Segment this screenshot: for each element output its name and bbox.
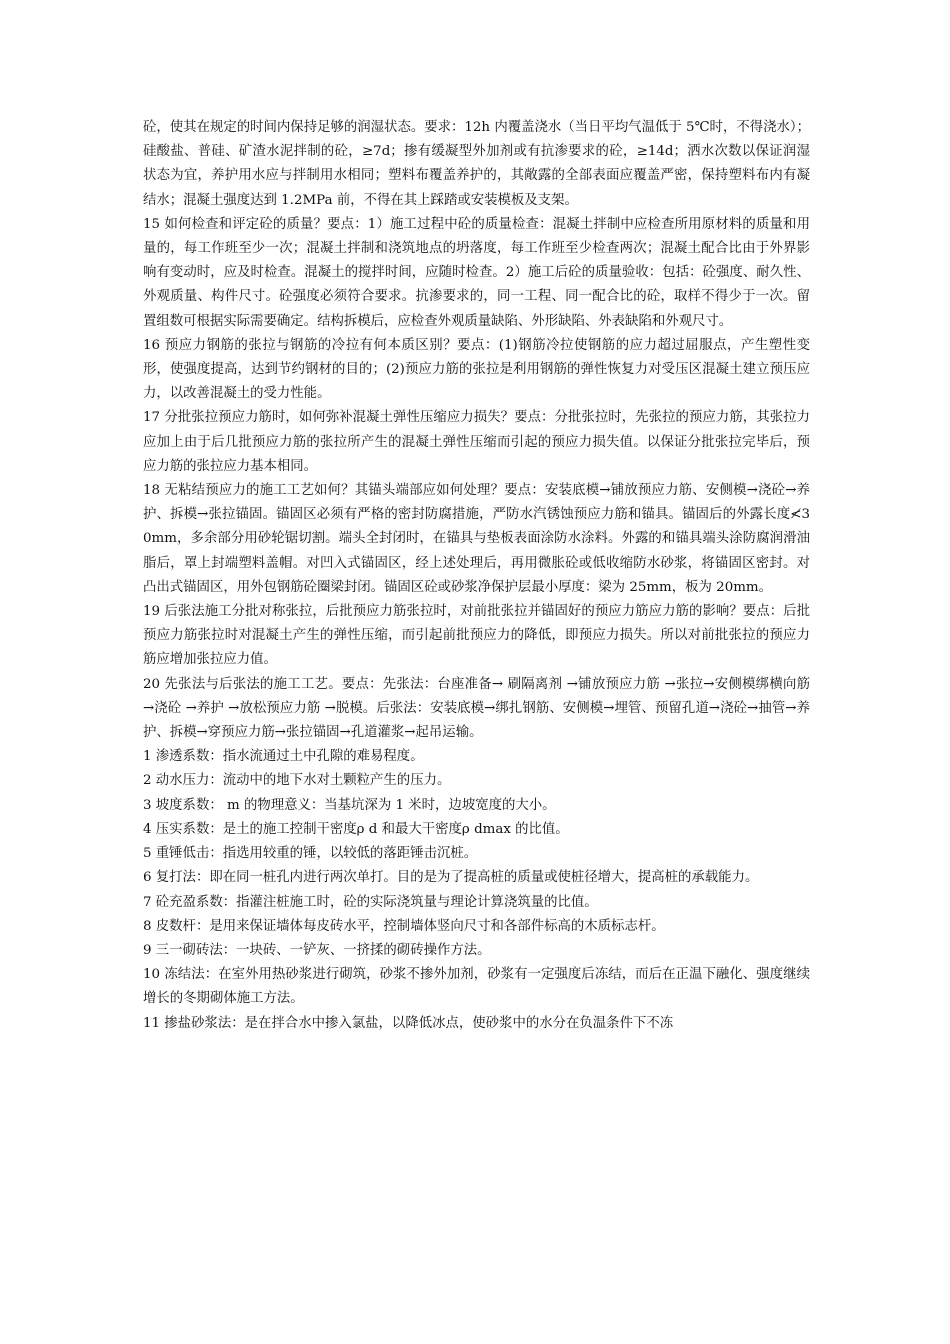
paragraph-q17-batch-tensioning: 17 分批张拉预应力筋时，如何弥补混凝土弹性压缩应力损失？要点：分批张拉时，先张拉的预应力筋，其张拉力应加上由于后几批预应力筋的张拉所产生的混凝土弹性压缩而引起的预应力损失值。以保证分批张拉完毕后，预应力筋的张拉应力基本相同。 xyxy=(143,410,810,474)
definition-freezing-method: 10 冻结法：在室外用热砂浆进行砌筑，砂浆不掺外加剂，砂浆有一定强度后冻结，而后在正温下融化、强度继续增长的冬期砌体施工方法。 xyxy=(143,967,810,1007)
definition-three-one-bricklaying: 9 三一砌砖法：一块砖、一铲灰、一挤揉的砌砖操作方法。 xyxy=(143,942,491,958)
paragraph-curing-continued: 砼，使其在规定的时间内保持足够的润湿状态。要求：12h 内覆盖浇水（当日平均气温低于 5℃时，不得浇水）；硅酸盐、普硅、矿渣水泥拌制的砼，≥7d；掺有缓凝型外加剂或有抗渗要求的砼，≥14d；洒水次数以保证润湿状态为宜，养护用水应与拌制用水相同；塑料布覆盖养护的，其敞露的全部表面应覆盖严密，保持塑料布内有凝结水；混凝土强度达到 1.2MPa 前，不得在其上踩踏或安装模板及支架。 xyxy=(143,120,810,208)
definition-salt-mortar-method: 11 掺盐砂浆法：是在拌合水中掺入氯盐，以降低冰点，使砂浆中的水分在负温条件下不冻 xyxy=(143,1015,674,1031)
paragraph-q20-pretension-posttension: 20 先张法与后张法的施工工艺。要点：先张法：台座准备→ 刷隔离剂 →铺放预应力筋 →张拉→安侧模绑横向筋 →浇砼 →养护 →放松预应力筋 →脱模。后张法：安装底模→绑扎钢筋、安侧模→埋管、预留孔道→浇砼→抽管→养护、拆模→穿预应力筋→张拉锚固→孔道灌浆→起吊运输。 xyxy=(143,676,810,741)
paragraph-q15-concrete-quality: 15 如何检查和评定砼的质量？要点：1）施工过程中砼的质量检查：混凝土拌制中应检查所用原材料的质量和用量的，每工作班至少一次；混凝土拌制和浇筑地点的坍落度，每工作班至少检查两次；混凝土配合比由于外界影响有变动时，应及时检查。混凝土的搅拌时间，应随时检查。2）施工后砼的质量验收：包括：砼强度、耐久性、外观质量、构件尺寸。砼强度必须符合要求。抗渗要求的，同一工程、同一配合比的砼，取样不得少于一次。留置组数可根据实际需要确定。结构拆模后，应检查外观质量缺陷、外形缺陷、外表缺陷和外观尺寸。 xyxy=(143,216,810,329)
definition-filling-coefficient: 7 砼充盈系数：指灌注桩施工时，砼的实际浇筑量与理论计算浇筑量的比值。 xyxy=(143,894,598,910)
definition-slope-coefficient: 3 坡度系数： m 的物理意义：当基坑深为 1 米时，边坡宽度的大小。 xyxy=(143,797,556,813)
definition-story-pole: 8 皮数杆：是用来保证墙体每皮砖水平，控制墙体竖向尺寸和各部件标高的木质标志杆。 xyxy=(143,918,665,934)
paragraph-q18-unbonded-prestress: 18 无粘结预应力的施工工艺如何？其锚头端部应如何处理？要点：安装底模→铺放预应力筋、安侧模→浇砼→养护、拆模→张拉锚固。锚固区必须有严格的密封防腐措施，严防水汽锈蚀预应力筋和锚具。锚固后的外露长度≮30mm，多余部分用砂轮锯切割。端头全封闭时，在锚具与垫板表面涂防水涂料。外露的和锚具端头涂防腐润滑油脂后，罩上封端塑料盖帽。对凹入式锚固区，经上述处理后，再用微胀砼或低收缩防水砂浆，将锚固区密封。对凸出式锚固区，用外包钢筋砼圈梁封闭。锚固区砼或砂浆净保护层最小厚度：梁为 25mm，板为 20mm。 xyxy=(143,483,810,595)
definition-seepage-pressure: 2 动水压力：流动中的地下水对土颗粒产生的压力。 xyxy=(143,773,451,789)
definition-heavy-hammer-low-drop: 5 重锤低击：指选用较重的锤，以较低的落距锤击沉桩。 xyxy=(143,846,478,862)
definition-compaction-coefficient: 4 压实系数：是土的施工控制干密度ρ d 和最大干密度ρ dmax 的比值。 xyxy=(143,821,569,837)
definition-permeability-coefficient: 1 渗透系数：指水流通过土中孔隙的难易程度。 xyxy=(143,749,424,765)
paragraph-q16-prestress-vs-cold-draw: 16 预应力钢筋的张拉与钢筋的冷拉有何本质区别？要点：(1)钢筋冷拉使钢筋的应力超过屈服点，产生塑性变形，使强度提高，达到节约钢材的目的；(2)预应力筋的张拉是利用钢筋的弹性恢复力对受压区混凝土建立预压应力，以改善混凝土的受力性能。 xyxy=(143,337,810,402)
paragraph-q19-post-tension-loss: 19 后张法施工分批对称张拉，后批预应力筋张拉时，对前批张拉并锚固好的预应力筋应力筋的影响？要点：后批预应力筋张拉时对混凝土产生的弹性压缩，而引起前批预应力的降低，即预应力损失。所以对前批张拉的预应力筋应增加张拉应力值。 xyxy=(143,604,810,668)
definition-re-driving-method: 6 复打法：即在同一桩孔内进行两次单打。目的是为了提高桩的质量或使桩径增大，提高桩的承载能力。 xyxy=(143,870,759,886)
document-body xyxy=(143,116,810,1036)
